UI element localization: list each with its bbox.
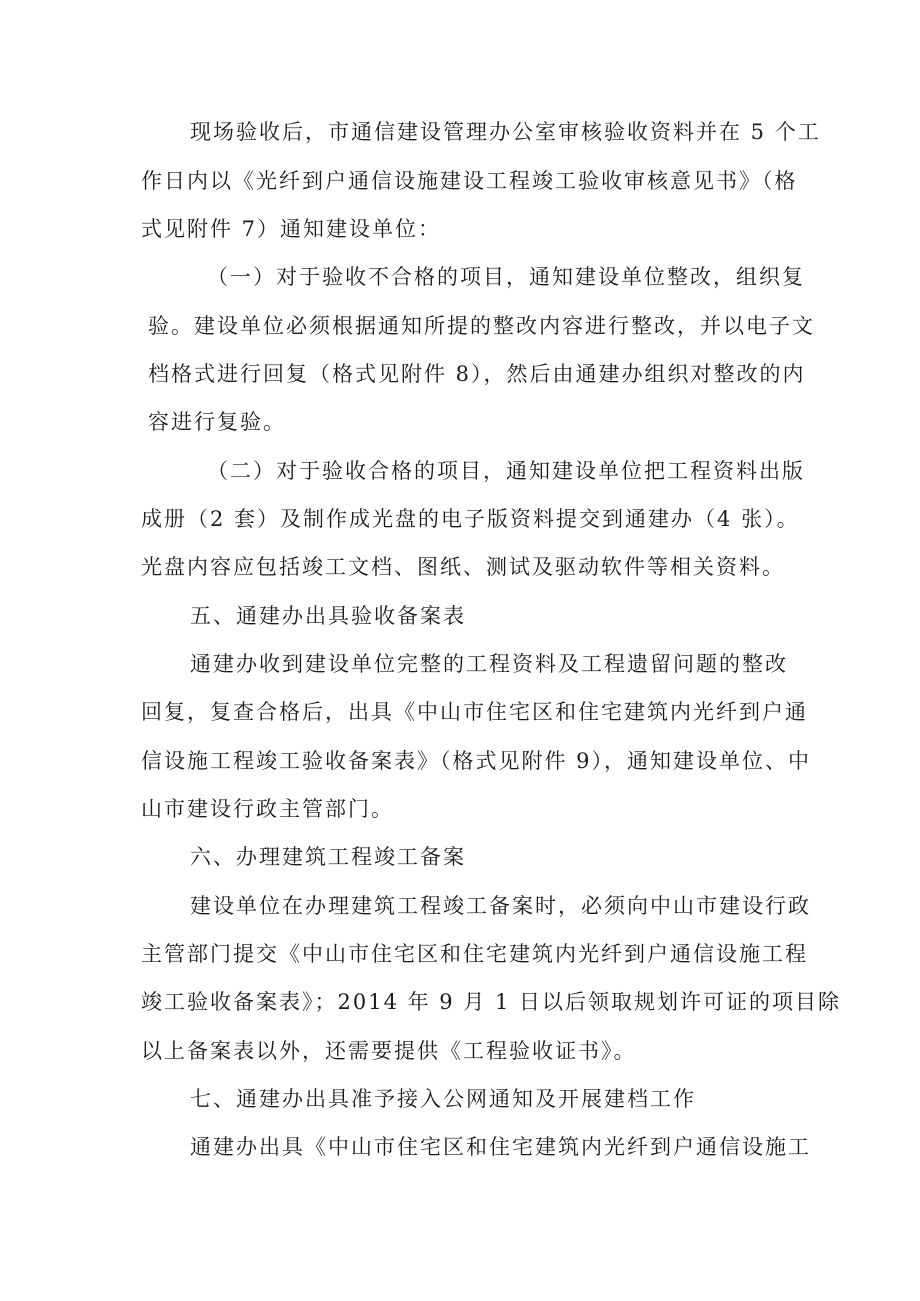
para-line: （一）对于验收不合格的项目，通知建设单位整改，组织复 <box>207 265 805 289</box>
para-line: 回复，复查合格后，出具《中山市住宅区和住宅建筑内光纤到户通 <box>141 700 808 724</box>
para-line: 光盘内容应包括竣工文档、图纸、测试及驱动软件等相关资料。 <box>141 555 785 579</box>
para-line: 以上备案表以外，还需要提供《工程验收证书》。 <box>141 1039 637 1063</box>
para-line: 验。建设单位必须根据通知所提的整改内容进行整改，并以电子文 <box>148 314 815 338</box>
para-line: 建设单位在办理建筑工程竣工备案时，必须向中山市建设行政 <box>190 894 811 918</box>
para-line: 成册（2 套）及制作成光盘的电子版资料提交到通建办（4 张）。 <box>141 507 800 531</box>
para-line: 档格式进行回复（格式见附件 8），然后由通建办组织对整改的内 <box>148 362 806 386</box>
para-line: 式见附件 7）通知建设单位： <box>141 217 442 241</box>
para-line: （二）对于验收合格的项目，通知建设单位把工程资料出版 <box>207 459 805 483</box>
para-line: 通建办出具《中山市住宅区和住宅建筑内光纤到户通信设施工 <box>190 1135 811 1159</box>
para-line: 现场验收后，市通信建设管理办公室审核验收资料并在 5 个工 <box>190 120 821 144</box>
para-line: 作日内以《光纤到户通信设施建设工程竣工验收审核意见书》（格 <box>141 169 798 193</box>
para-line: 山市建设行政主管部门。 <box>141 797 394 821</box>
para-line: 主管部门提交《中山市住宅区和住宅建筑内光纤到户通信设施工程 <box>141 942 808 966</box>
section-heading: 六、办理建筑工程竣工备案 <box>190 845 466 869</box>
para-line: 通建办收到建设单位完整的工程资料及工程遗留问题的整改 <box>190 652 788 676</box>
section-heading: 七、通建办出具准予接入公网通知及开展建档工作 <box>190 1087 696 1111</box>
para-line: 竣工验收备案表》；2014 年 9 月 1 日以后领取规划许可证的项目除 <box>141 990 842 1014</box>
section-heading: 五、通建办出具验收备案表 <box>190 604 466 628</box>
para-line: 容进行复验。 <box>148 410 286 434</box>
para-line: 信设施工程竣工验收备案表》（格式见附件 9），通知建设单位、中 <box>141 749 812 773</box>
